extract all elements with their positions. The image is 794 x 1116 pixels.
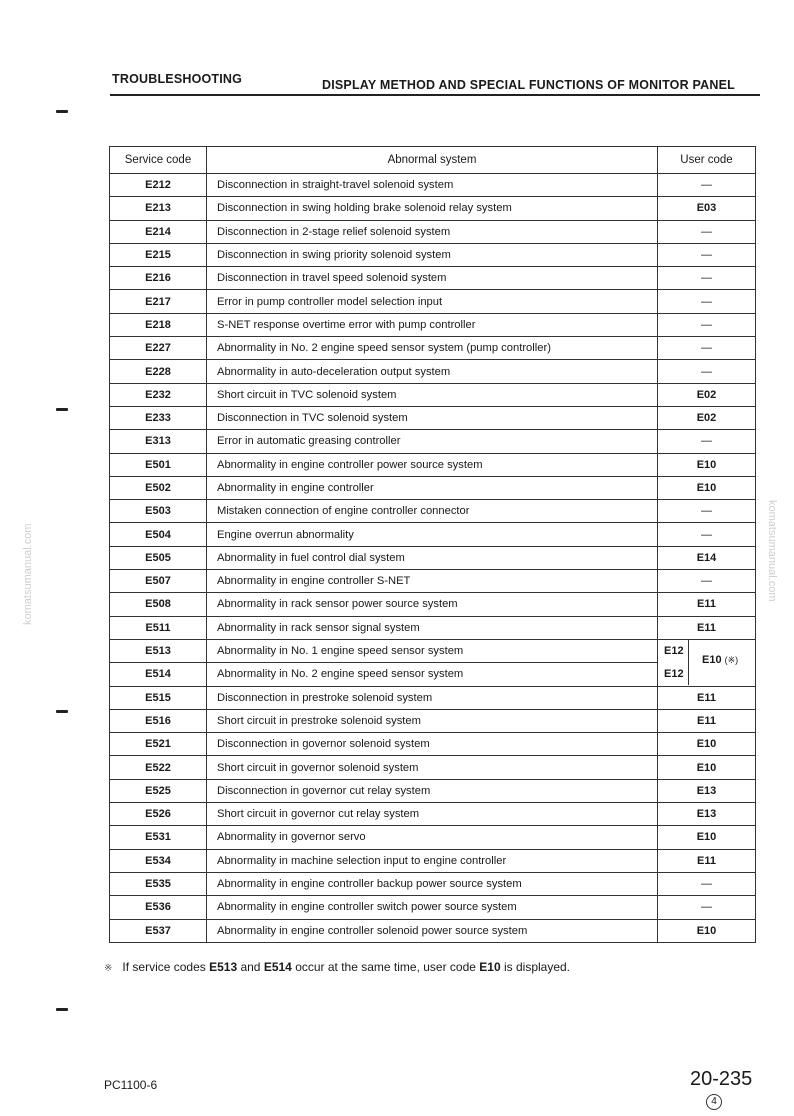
service-code-cell: E232 <box>110 383 207 406</box>
abnormal-system-cell: S-NET response overtime error with pump controller <box>207 313 658 336</box>
abnormal-system-cell: Short circuit in governor solenoid system <box>207 756 658 779</box>
service-code-table <box>109 146 756 943</box>
user-code-cell: E14 <box>658 546 756 569</box>
table-row <box>110 430 756 453</box>
service-code-cell: E526 <box>110 803 207 826</box>
service-code-cell: E536 <box>110 896 207 919</box>
table-row <box>110 243 756 266</box>
service-code-cell: E508 <box>110 593 207 616</box>
service-code-cell: E522 <box>110 756 207 779</box>
footnote-text: occur at the same time, user code <box>291 960 480 974</box>
table-row <box>110 639 756 662</box>
user-code-cell: E10 <box>658 453 756 476</box>
abnormal-system-cell: Abnormality in rack sensor power source system <box>207 593 658 616</box>
abnormal-system-cell: Abnormality in engine controller backup power source system <box>207 872 658 895</box>
combined-user-code-cell <box>658 639 756 686</box>
table-row <box>110 570 756 593</box>
table-row <box>110 174 756 197</box>
service-code-cell: E502 <box>110 476 207 499</box>
user-code-cell: E11 <box>658 616 756 639</box>
abnormal-system-cell: Disconnection in travel speed solenoid system <box>207 267 658 290</box>
service-code-cell: E501 <box>110 453 207 476</box>
user-code-cell: E10 <box>658 733 756 756</box>
service-code-cell: E216 <box>110 267 207 290</box>
abnormal-system-cell: Error in pump controller model selection input <box>207 290 658 313</box>
service-code-cell: E214 <box>110 220 207 243</box>
user-code-cell: E13 <box>658 803 756 826</box>
user-code-cell: E11 <box>658 709 756 732</box>
abnormal-system-cell: Error in automatic greasing controller <box>207 430 658 453</box>
margin-mark <box>56 1008 68 1011</box>
watermark-right: komatsumanual.com <box>766 500 778 602</box>
user-code-cell: — <box>658 220 756 243</box>
service-code-cell: E505 <box>110 546 207 569</box>
watermark-left: komatsumanual.com <box>22 523 34 625</box>
table-row <box>110 383 756 406</box>
table-row <box>110 406 756 429</box>
combo-divider <box>688 640 689 685</box>
abnormal-system-cell: Abnormality in fuel control dial system <box>207 546 658 569</box>
margin-mark <box>56 110 68 113</box>
user-code-cell: — <box>658 872 756 895</box>
abnormal-system-cell: Disconnection in swing priority solenoid system <box>207 243 658 266</box>
table-row <box>110 360 756 383</box>
service-code-cell: E503 <box>110 500 207 523</box>
user-code-cell: E10 <box>658 826 756 849</box>
model-number: PC1100-6 <box>104 1078 158 1092</box>
user-code-cell: E10 <box>658 476 756 499</box>
abnormal-system-cell: Engine overrun abnormality <box>207 523 658 546</box>
page-number: 20-235 <box>690 1068 753 1090</box>
header-user-code: User code <box>658 147 756 174</box>
service-code-cell: E537 <box>110 919 207 942</box>
user-code-cell: E03 <box>658 197 756 220</box>
service-code-cell: E228 <box>110 360 207 383</box>
table-row <box>110 313 756 336</box>
abnormal-system-cell: Abnormality in engine controller switch power source system <box>207 896 658 919</box>
abnormal-system-cell: Abnormality in machine selection input to engine controller <box>207 849 658 872</box>
user-code-cell: — <box>658 337 756 360</box>
combined-user-code <box>702 654 738 666</box>
user-code-cell: — <box>658 290 756 313</box>
table-row <box>110 220 756 243</box>
footnote-text: If service codes <box>122 960 210 974</box>
table-row <box>110 826 756 849</box>
abnormal-system-cell: Abnormality in rack sensor signal system <box>207 616 658 639</box>
user-code-cell: — <box>658 896 756 919</box>
abnormal-system-cell: Disconnection in governor cut relay system <box>207 779 658 802</box>
table-row <box>110 896 756 919</box>
table-row <box>110 523 756 546</box>
user-code-cell: E13 <box>658 779 756 802</box>
abnormal-system-cell: Short circuit in TVC solenoid system <box>207 383 658 406</box>
abnormal-system-cell: Abnormality in No. 2 engine speed sensor system <box>207 663 658 686</box>
table-row <box>110 919 756 942</box>
table-row <box>110 267 756 290</box>
abnormal-system-cell: Abnormality in governor servo <box>207 826 658 849</box>
user-code-cell: — <box>658 570 756 593</box>
table-row <box>110 593 756 616</box>
footnote-code: E513 <box>209 960 238 974</box>
abnormal-system-cell: Abnormality in engine controller S-NET <box>207 570 658 593</box>
abnormal-system-cell: Abnormality in No. 1 engine speed sensor system <box>207 639 658 662</box>
table-row <box>110 500 756 523</box>
service-code-cell: E313 <box>110 430 207 453</box>
abnormal-system-cell: Short circuit in prestroke solenoid system <box>207 709 658 732</box>
combined-user-code-value: E10 <box>702 653 722 666</box>
user-code-cell: — <box>658 267 756 290</box>
user-code-cell: E02 <box>658 383 756 406</box>
table-row <box>110 546 756 569</box>
abnormal-system-cell: Disconnection in 2-stage relief solenoid system <box>207 220 658 243</box>
service-code-cell: E213 <box>110 197 207 220</box>
service-code-cell: E233 <box>110 406 207 429</box>
section-title: TROUBLESHOOTING <box>112 72 243 86</box>
table-row <box>110 616 756 639</box>
user-code-cell: E11 <box>658 593 756 616</box>
user-code-cell: — <box>658 523 756 546</box>
abnormal-system-cell: Abnormality in engine controller <box>207 476 658 499</box>
service-code-cell: E535 <box>110 872 207 895</box>
revision-badge: 4 <box>706 1094 722 1110</box>
footnote-text: and <box>237 960 264 974</box>
table-row <box>110 779 756 802</box>
combined-user-code-mark: (※) <box>724 654 739 665</box>
margin-mark <box>56 710 68 713</box>
service-code-cell: E504 <box>110 523 207 546</box>
user-code-cell: — <box>658 500 756 523</box>
abnormal-system-cell: Mistaken connection of engine controller connector <box>207 500 658 523</box>
table-row <box>110 337 756 360</box>
service-code-cell: E215 <box>110 243 207 266</box>
user-code-cell: E11 <box>658 849 756 872</box>
service-code-cell: E513 <box>110 639 207 662</box>
user-code-e514: E12 <box>664 667 684 680</box>
table-row <box>110 803 756 826</box>
service-code-cell: E531 <box>110 826 207 849</box>
abnormal-system-cell: Short circuit in governor cut relay system <box>207 803 658 826</box>
table-body <box>110 174 756 943</box>
service-code-cell: E227 <box>110 337 207 360</box>
user-code-cell: E02 <box>658 406 756 429</box>
table-row <box>110 476 756 499</box>
user-code-cell: — <box>658 174 756 197</box>
service-code-cell: E217 <box>110 290 207 313</box>
table-header-row <box>110 147 756 174</box>
service-code-cell: E218 <box>110 313 207 336</box>
user-code-cell: E11 <box>658 686 756 709</box>
table-row <box>110 709 756 732</box>
footnote-mark: ※ <box>104 963 113 974</box>
user-code-cell: E10 <box>658 919 756 942</box>
abnormal-system-cell: Disconnection in swing holding brake solenoid relay system <box>207 197 658 220</box>
user-code-cell: — <box>658 360 756 383</box>
footnote-code: E514 <box>263 960 292 974</box>
footnote <box>104 960 570 974</box>
header-rule <box>110 94 760 96</box>
service-code-cell: E511 <box>110 616 207 639</box>
abnormal-system-cell: Disconnection in straight-travel solenoid system <box>207 174 658 197</box>
abnormal-system-cell: Disconnection in prestroke solenoid system <box>207 686 658 709</box>
table-row <box>110 453 756 476</box>
user-code-cell: E10 <box>658 756 756 779</box>
header-service-code: Service code <box>110 147 207 174</box>
service-code-cell: E514 <box>110 663 207 686</box>
service-code-cell: E534 <box>110 849 207 872</box>
table-row <box>110 756 756 779</box>
table-row <box>110 849 756 872</box>
service-code-cell: E525 <box>110 779 207 802</box>
margin-mark <box>56 408 68 411</box>
table-row <box>110 733 756 756</box>
service-code-cell: E515 <box>110 686 207 709</box>
abnormal-system-cell: Abnormality in engine controller solenoid power source system <box>207 919 658 942</box>
abnormal-system-cell: Abnormality in auto-deceleration output system <box>207 360 658 383</box>
chapter-title: DISPLAY METHOD AND SPECIAL FUNCTIONS OF MONITOR PANEL <box>322 78 735 92</box>
footnote-code: E10 <box>479 960 501 974</box>
abnormal-system-cell: Abnormality in engine controller power source system <box>207 453 658 476</box>
table-row <box>110 290 756 313</box>
header-abnormal-system: Abnormal system <box>207 147 658 174</box>
user-code-cell: — <box>658 313 756 336</box>
service-code-cell: E507 <box>110 570 207 593</box>
table-row <box>110 197 756 220</box>
table-row <box>110 686 756 709</box>
user-code-cell: — <box>658 243 756 266</box>
service-code-cell: E516 <box>110 709 207 732</box>
footnote-text: is displayed. <box>500 960 571 974</box>
abnormal-system-cell: Disconnection in TVC solenoid system <box>207 406 658 429</box>
abnormal-system-cell: Abnormality in No. 2 engine speed sensor system (pump controller) <box>207 337 658 360</box>
abnormal-system-cell: Disconnection in governor solenoid system <box>207 733 658 756</box>
service-code-cell: E521 <box>110 733 207 756</box>
service-code-cell: E212 <box>110 174 207 197</box>
table-row <box>110 872 756 895</box>
user-code-cell: — <box>658 430 756 453</box>
user-code-e513: E12 <box>664 644 684 657</box>
